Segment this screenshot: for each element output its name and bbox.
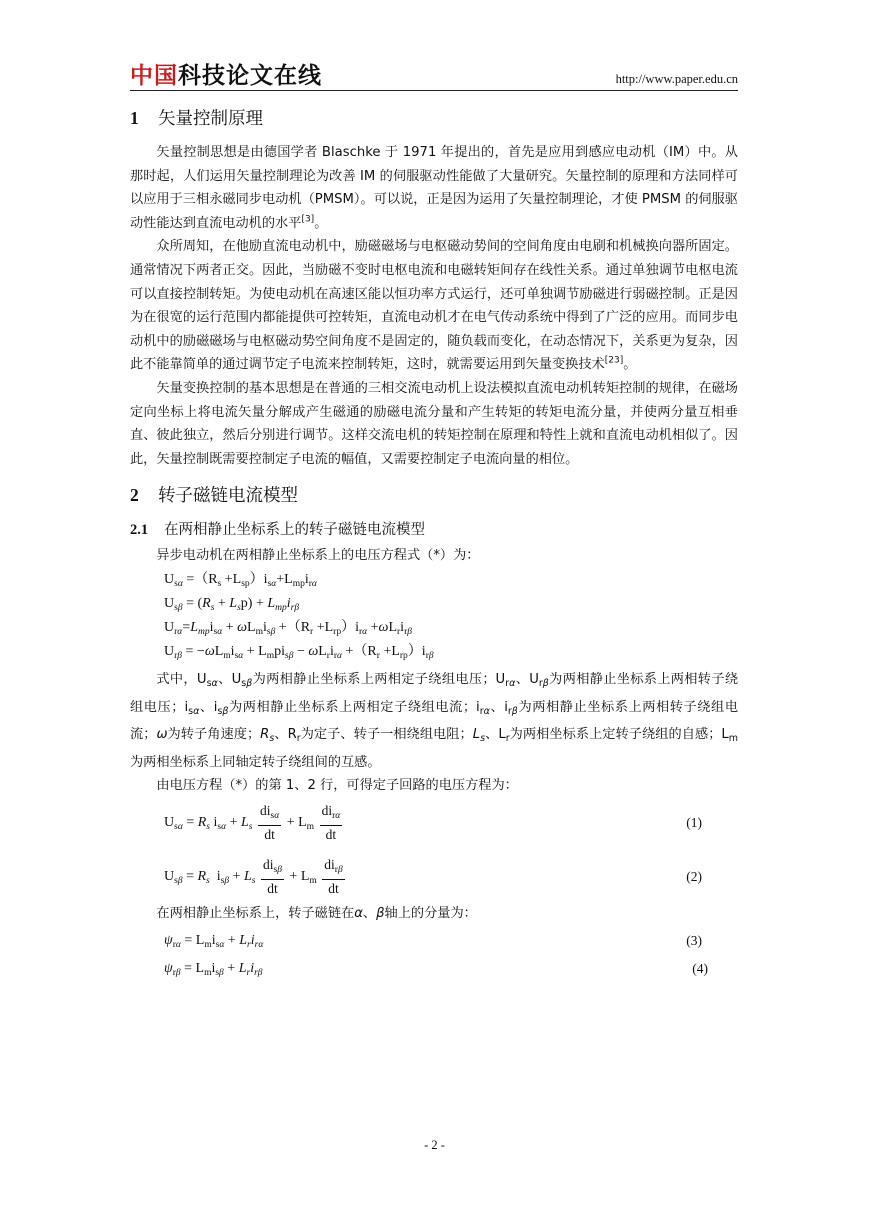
desc-text: 、L [485,727,506,743]
equation-line: $U_{s\beta} = R_s$ $i_{s\beta} + L_s$ $\frac{di_{s\beta}}{dt}$ + $L_m$ $\frac{di_{r\beta}}{dt}$ (2) [164,852,738,902]
equation-number-2: (2) [686,868,702,884]
desc-text: 为两相坐标系上同轴定转子绕组间的互感。 [130,754,381,770]
paragraph-end: 。 [314,215,328,231]
stator-voltage-equation-1 [164,798,738,848]
desc-text: 为定子、转子一相绕组电阻； [300,727,473,743]
desc-text: 为两相静止坐标系上两相定子绕组电压；U [252,671,506,687]
equation-line: $U_{r\alpha}=L_{mp}i_{s\alpha} + \omega L_mi_{s\beta} +(R_r +L_{rp})i_{r\alpha} +\omega L_ri_{r\beta}$ [164,619,412,637]
flux-intro-text: 、 [362,905,377,921]
flux-equations [164,929,738,981]
voltage-equation-intro: 异步电动机在两相静止坐标系上的电压方程式（*）为： [156,548,480,564]
paragraph-end: 。 [623,357,637,373]
page-content [130,104,738,981]
section-1-paragraph-2 [130,235,738,377]
equation-line: $U_{s\alpha} = R_s$ $i_{s\alpha} + L_s$ $\frac{di_{s\alpha}}{dt}$ + $L_m$ $\frac{di_{r\alpha}}{dt}$ (1) [164,798,738,848]
desc-text: 、U [217,671,242,687]
section-1-paragraph-1 [130,141,738,235]
page-number: - 2 - [424,1138,445,1152]
desc-text: 、R [274,727,297,743]
equation-number-1: (1) [686,814,702,830]
desc-text: 、i [199,699,218,715]
section-1-heading [130,104,738,133]
voltage-equations [164,568,738,664]
desc-text: 、i [489,699,508,715]
desc-text: 为两相坐标系上定转子绕组的自感；L [509,727,729,743]
section-2-1-heading [130,518,738,542]
flux-intro-text: 在两相静止坐标系上，转子磁链在 [156,905,355,921]
logo-red-text: 中国 [130,63,178,89]
equation-line: $U_{s\alpha} =(R_s +L_{sp})i_{s\alpha}+L_{mp}i_{r\alpha}$ [164,571,317,589]
fraction: $\frac{di_{r\alpha}}{dt}$ [321,803,341,843]
section-2-1-number: 2.1 [130,522,149,539]
equation-line: $\psi_{r\alpha} = L_mi_{s\alpha} + L_ri_{r\alpha}$ (3) [164,929,738,953]
fraction: $\frac{di_{s\alpha}}{dt}$ [260,803,280,843]
header-url[interactable]: http://www.paper.edu.cn [615,72,738,86]
section-1-title: 矢量控制原理 [158,109,263,129]
section-2-heading [130,481,738,510]
citation-23[interactable]: [23] [604,355,624,366]
flux-intro-text: 轴上的分量为： [384,905,477,921]
section-1-paragraph-3: 矢量变换控制的基本思想是在普通的三相交流电动机上设法模拟直流电动机转矩控制的规律，在磁场定向坐标上将电流矢量分解成产生磁通的励磁电流分量和产生转矩的转矩电流分量，并使两分量互相垂直、彼此独立，然后分别进行调节。这样交流电机的转矩控制在原理和特性上就和直流电动机相似了。因此，矢量控制既需要控制定子电流的幅值，又需要控制定子电流向量的相位。 [130,380,738,467]
page-header [130,62,738,92]
logo-black-text: 科技论文在线 [178,63,322,89]
flux-intro: 在两相静止坐标系上，转子磁链在α、β轴上的分量为： [156,905,477,921]
desc-text: 为两相静止坐标系上两相转子绕组电流； [130,699,739,743]
desc-text: 、U [515,671,539,687]
paragraph-text: 矢量控制思想是由德国学者 Blaschke 于 1971 年提出的，首先是应用到感应电动机（IM）中。从那时起，人们运用矢量控制理论为改善 IM 的伺服驱动性能做了大量研究。矢量控制的原理和方法同样可以应用于三相永磁同步电动机（PMSM）。可以说，正是因为运用了矢量控制理论，才使 PMSM 的伺服驱动性能达到直流电动机的水平 [130,145,738,231]
section-1-number: 1 [130,108,139,128]
fraction: $\frac{di_{s\beta}}{dt}$ [262,857,282,897]
paragraph-text: 众所周知，在他励直流电动机中，励磁磁场与电枢磁动势间的空间角度由电刷和机械换向器所固定。通常情况下两者正交。因此，当励磁不变时电枢电流和电磁转矩间存在线性关系。通过单独调节电枢电流可以直接控制转矩。为使电动机在高速区能以恒功率方式运行，还可单独调节励磁进行弱磁控制。正是因为在很宽的运行范围内都能提供可控转矩，直流电动机才在电气传动系统中得到了广泛的应用。而同步电动机中的励磁磁场与电枢磁动势空间角度不是固定的，随负载而变化，在动态情况下，关系更为复杂，因此不能靠简单的通过调节定子电流来控制转矩，这时，就需要运用到矢量变换技术 [130,239,738,373]
desc-text: 为转子角速度； [167,727,261,743]
symbol-description: 式中，$U_{s\alpha}$、$U_{s\beta}$为两相静止坐标系上两相定子绕组电压；$U_{r\alpha}$、$U_{r\beta}$为两相静止坐标系上两相转子绕组电压；$i_{s\alpha}$、$i_{s\beta}$为两相静止坐标系上两相定子绕组电流；$i_{r\alpha}$、$i_{r\beta}$为两相静止坐标系上两相转子绕组电流；ω为转子角速度；$R_s$、$R_r$为定子、转子一相绕组电阻；$L_s$、$L_r$为两相坐标系上定转子绕组的自感；$L_m$为两相坐标系上同轴定转子绕组间的互感。 [130,671,739,770]
equation-line: $U_{r\beta} = -\omega L_mi_{s\alpha} + L_mpi_{s\beta} - \omega L_ri_{r\alpha} +(R_r +L_{rp})i_{r\beta}$ [164,643,434,661]
stator-voltage-equation-2 [164,852,738,902]
desc-text: 为两相静止坐标系上两相转子绕组电压；i [130,671,739,715]
equation-line: $\psi_{r\beta} = L_mi_{s\beta} + L_ri_{r\beta}$ (4) [164,957,738,981]
journal-logo [130,62,322,90]
section-2-number: 2 [130,485,139,506]
citation-3[interactable]: [3] [301,214,315,225]
section-2-title: 转子磁链电流模型 [158,486,298,507]
desc-text: 式中，U [156,671,207,687]
stator-equation-intro: 由电压方程（*）的第 1、2 行，可得定子回路的电压方程为： [156,778,518,794]
header-rule [130,90,738,91]
desc-text: 为两相静止坐标系上两相定子绕组电流；i [228,699,480,715]
equation-line: $U_{s\beta} = (R_s + L_sp) + L_{mp}i_{r\beta}$ [164,595,300,613]
equation-number-4: (4) [692,961,708,977]
section-2-1-title: 在两相静止坐标系上的转子磁链电流模型 [164,522,425,539]
fraction: $\frac{di_{r\beta}}{dt}$ [324,857,343,897]
equation-number-3: (3) [686,933,702,949]
